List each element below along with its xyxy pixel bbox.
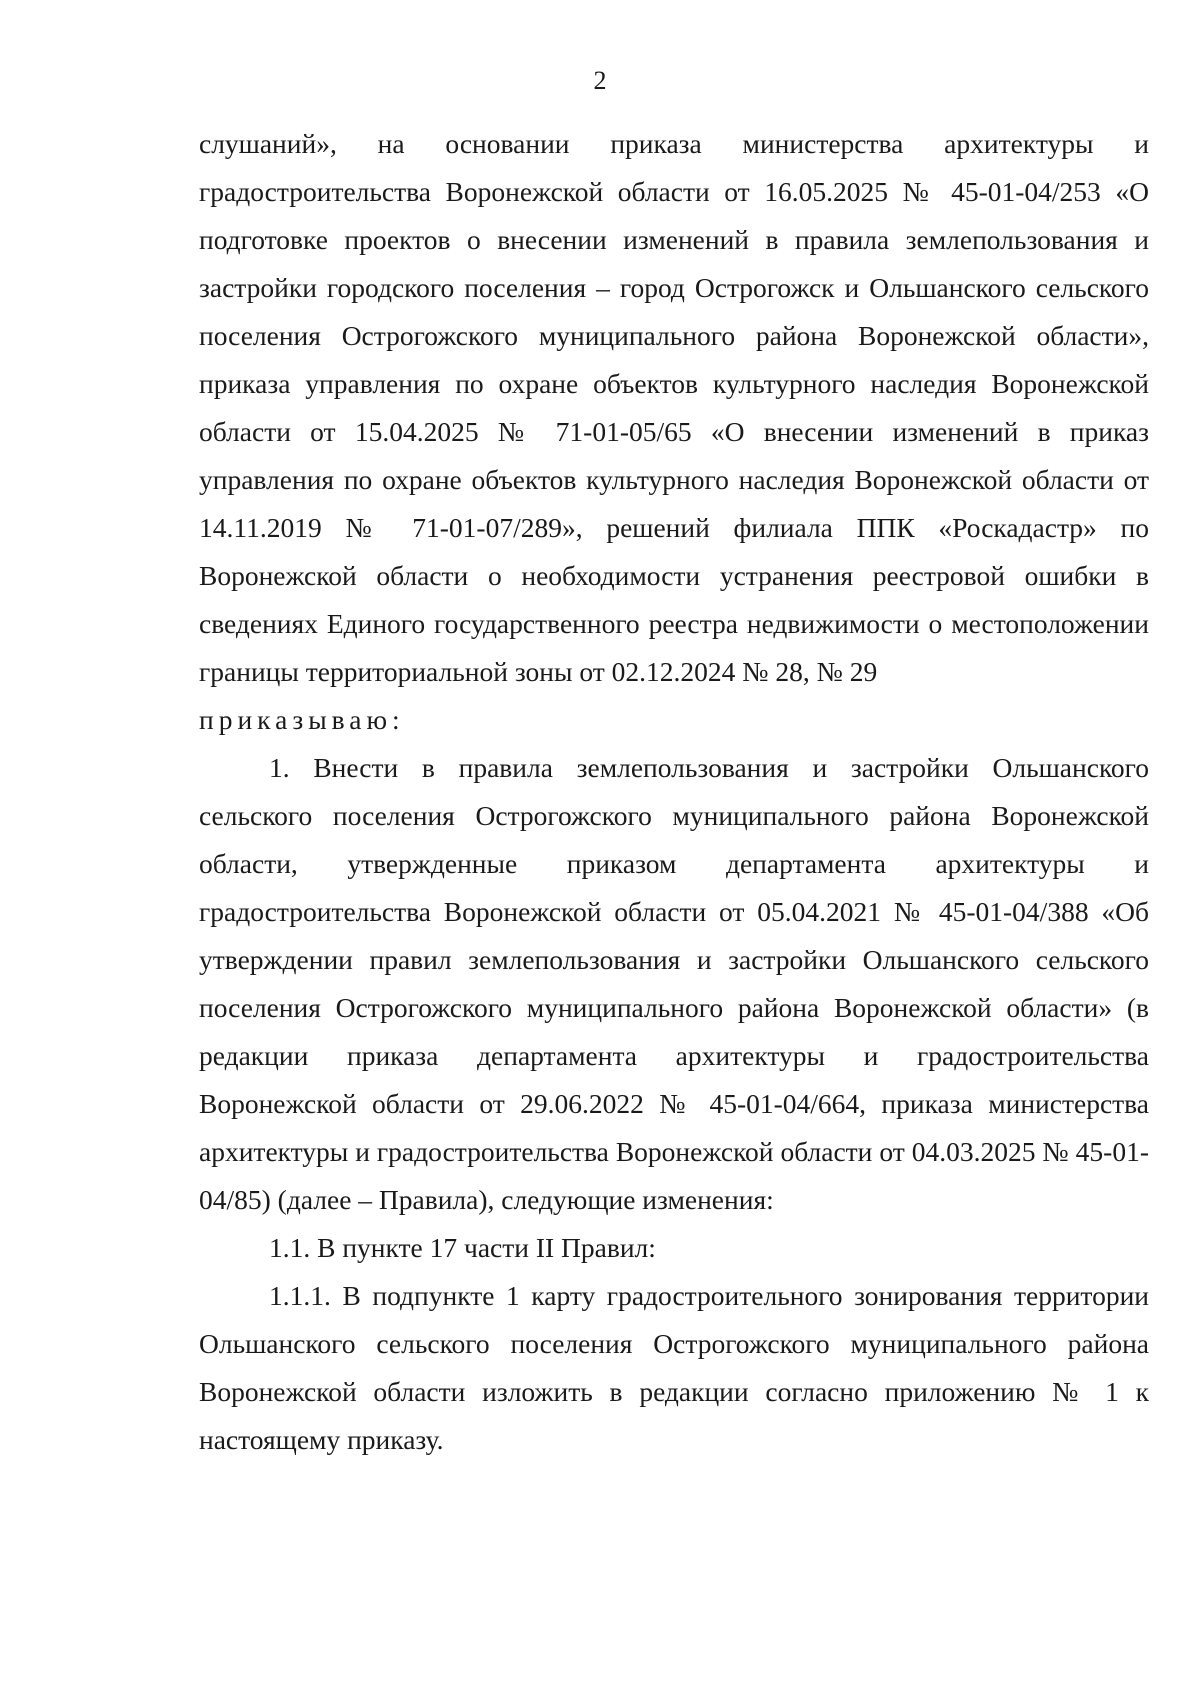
item-1-paragraph: 1. Внести в правила землепользования и застройки Ольшанского сельского поселения Острогожского муниципального района Воронежской области, утвержденные приказом департамента архитектуры и градостроительства Воронежской области от 05.04.2021 № 45-01-04/388 «Об утверждении правил землепользования и застройки Ольшанского сельского поселения Острогожского муниципального района Воронежской области» (в редакции приказа департамента архитектуры и градостроительства Воронежской области от 29.06.2022 № 45-01-04/664, приказа министерства архитектуры и градостроительства Воронежской области от 04.03.2025 № 45-01-04/85) (далее – Правила), следующие изменения: — [199, 752, 1149, 1215]
item-1-1-paragraph: 1.1. В пункте 17 части II Правил: — [269, 1232, 656, 1263]
intro-paragraph: слушаний», на основании приказа министерства архитектуры и градостроительства Воронежской области от 16.05.2025 № 45-01-04/253 «О подготовке проектов о внесении изменений в правила землепользования и застройки городского поселения – город Острогожск и Ольшанского сельского поселения Острогожского муниципального района Воронежской области», приказа управления по охране объектов культурного наследия Воронежской области от 15.04.2025 № 71-01-05/65 «О внесении изменений в приказ управления по охране объектов культурного наследия Воронежской области от 14.11.2019 № 71-01-07/289», решений филиала ППК «Роскадастр» по Воронежской области о необходимости устранения реестровой ошибки в сведениях Единого государственного реестра недвижимости о местоположении границы территориальной зоны от 02.12.2024 № 28, № 29 — [199, 128, 1149, 687]
order-word: приказываю: — [199, 704, 405, 735]
page-number: 2 — [593, 66, 607, 95]
document-body — [199, 120, 1149, 1464]
item-1-1-1-paragraph: 1.1.1. В подпункте 1 карту градостроительного зонирования территории Ольшанского сельского поселения Острогожского муниципального района Воронежской области изложить в редакции согласно приложению № 1 к настоящему приказу. — [199, 1280, 1149, 1455]
